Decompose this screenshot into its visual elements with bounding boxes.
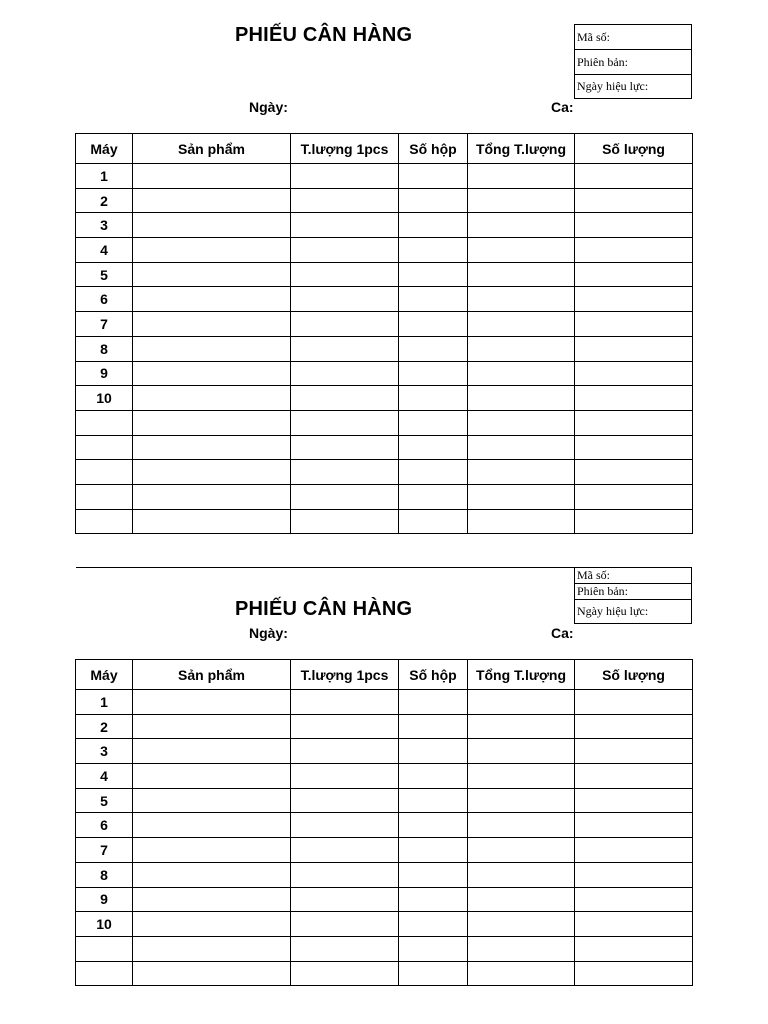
col-header-product: Sản phẩm (133, 660, 291, 690)
table-row (76, 788, 693, 813)
meta-code-label: Mã số: (575, 568, 692, 584)
box-count-cell[interactable] (399, 690, 468, 715)
quantity-cell[interactable] (575, 361, 693, 386)
table-row (76, 460, 693, 485)
quantity-cell[interactable] (575, 410, 693, 435)
table-row (76, 764, 693, 789)
product-cell[interactable] (133, 484, 291, 509)
total-weight-cell[interactable] (468, 188, 575, 213)
machine-number-cell (76, 410, 133, 435)
quantity-cell[interactable] (575, 961, 693, 986)
col-header-total-weight: Tổng T.lượng (468, 134, 575, 164)
quantity-cell[interactable] (575, 460, 693, 485)
box-count-cell[interactable] (399, 739, 468, 764)
table-row (76, 164, 693, 189)
unit-weight-cell[interactable] (291, 287, 399, 312)
box-count-cell[interactable] (399, 714, 468, 739)
machine-number-cell: 4 (76, 238, 133, 263)
product-cell[interactable] (133, 188, 291, 213)
machine-number-cell: 8 (76, 862, 133, 887)
machine-number-cell (76, 509, 133, 534)
product-cell[interactable] (133, 435, 291, 460)
table-row (76, 213, 693, 238)
machine-number-cell: 10 (76, 912, 133, 937)
table-row (76, 312, 693, 337)
meta-version-label: Phiên bản: (575, 50, 692, 75)
total-weight-cell[interactable] (468, 739, 575, 764)
unit-weight-cell[interactable] (291, 936, 399, 961)
document-meta-box (574, 24, 692, 99)
machine-number-cell: 9 (76, 361, 133, 386)
total-weight-cell[interactable] (468, 287, 575, 312)
table-row (76, 961, 693, 986)
product-cell[interactable] (133, 788, 291, 813)
quantity-cell[interactable] (575, 188, 693, 213)
table-row (76, 188, 693, 213)
table-row (76, 262, 693, 287)
unit-weight-cell[interactable] (291, 238, 399, 263)
table-body-1 (76, 164, 693, 534)
total-weight-cell[interactable] (468, 213, 575, 238)
col-header-unit-weight: T.lượng 1pcs (291, 660, 399, 690)
box-count-cell[interactable] (399, 484, 468, 509)
machine-number-cell: 10 (76, 386, 133, 411)
machine-number-cell: 2 (76, 188, 133, 213)
total-weight-cell[interactable] (468, 312, 575, 337)
unit-weight-cell[interactable] (291, 361, 399, 386)
unit-weight-cell[interactable] (291, 312, 399, 337)
table-row (76, 509, 693, 534)
product-cell[interactable] (133, 690, 291, 715)
quantity-cell[interactable] (575, 509, 693, 534)
total-weight-cell[interactable] (468, 887, 575, 912)
product-cell[interactable] (133, 912, 291, 937)
total-weight-cell[interactable] (468, 238, 575, 263)
table-row (76, 739, 693, 764)
table-row (76, 484, 693, 509)
box-count-cell[interactable] (399, 936, 468, 961)
quantity-cell[interactable] (575, 887, 693, 912)
meta-code-label: Mã số: (575, 25, 692, 50)
product-cell[interactable] (133, 361, 291, 386)
unit-weight-cell[interactable] (291, 788, 399, 813)
box-count-cell[interactable] (399, 287, 468, 312)
total-weight-cell[interactable] (468, 484, 575, 509)
product-cell[interactable] (133, 887, 291, 912)
product-cell[interactable] (133, 838, 291, 863)
total-weight-cell[interactable] (468, 410, 575, 435)
unit-weight-cell[interactable] (291, 764, 399, 789)
meta-effective-date-label: Ngày hiệu lực: (575, 600, 692, 624)
machine-number-cell (76, 961, 133, 986)
box-count-cell[interactable] (399, 813, 468, 838)
quantity-cell[interactable] (575, 936, 693, 961)
product-cell[interactable] (133, 509, 291, 534)
machine-number-cell: 1 (76, 690, 133, 715)
table-row (76, 238, 693, 263)
quantity-cell[interactable] (575, 312, 693, 337)
unit-weight-cell[interactable] (291, 410, 399, 435)
box-count-cell[interactable] (399, 188, 468, 213)
total-weight-cell[interactable] (468, 813, 575, 838)
product-cell[interactable] (133, 813, 291, 838)
date-label: Ngày: (249, 99, 288, 115)
total-weight-cell[interactable] (468, 961, 575, 986)
product-cell[interactable] (133, 386, 291, 411)
table-row (76, 361, 693, 386)
meta-version-label: Phiên bản: (575, 584, 692, 600)
product-cell[interactable] (133, 961, 291, 986)
box-count-cell[interactable] (399, 509, 468, 534)
quantity-cell[interactable] (575, 838, 693, 863)
unit-weight-cell[interactable] (291, 484, 399, 509)
product-cell[interactable] (133, 213, 291, 238)
table-row (76, 912, 693, 937)
table-row (76, 862, 693, 887)
table-row (76, 690, 693, 715)
unit-weight-cell[interactable] (291, 435, 399, 460)
table-row (76, 287, 693, 312)
product-cell[interactable] (133, 714, 291, 739)
quantity-cell[interactable] (575, 213, 693, 238)
machine-number-cell: 7 (76, 838, 133, 863)
box-count-cell[interactable] (399, 213, 468, 238)
machine-number-cell: 6 (76, 287, 133, 312)
machine-number-cell: 5 (76, 262, 133, 287)
total-weight-cell[interactable] (468, 912, 575, 937)
machine-number-cell: 1 (76, 164, 133, 189)
date-label: Ngày: (249, 625, 288, 641)
quantity-cell[interactable] (575, 386, 693, 411)
table-row (76, 410, 693, 435)
product-cell[interactable] (133, 410, 291, 435)
shift-label: Ca: (551, 99, 574, 115)
box-count-cell[interactable] (399, 164, 468, 189)
machine-number-cell: 8 (76, 336, 133, 361)
form-title: PHIẾU CÂN HÀNG (235, 598, 413, 620)
machine-number-cell: 9 (76, 887, 133, 912)
total-weight-cell[interactable] (468, 764, 575, 789)
col-header-quantity: Số lượng (575, 660, 693, 690)
total-weight-cell[interactable] (468, 262, 575, 287)
total-weight-cell[interactable] (468, 509, 575, 534)
quantity-cell[interactable] (575, 336, 693, 361)
machine-number-cell: 2 (76, 714, 133, 739)
box-count-cell[interactable] (399, 961, 468, 986)
table-row (76, 714, 693, 739)
quantity-cell[interactable] (575, 262, 693, 287)
unit-weight-cell[interactable] (291, 690, 399, 715)
total-weight-cell[interactable] (468, 714, 575, 739)
unit-weight-cell[interactable] (291, 386, 399, 411)
unit-weight-cell[interactable] (291, 164, 399, 189)
box-count-cell[interactable] (399, 788, 468, 813)
quantity-cell[interactable] (575, 714, 693, 739)
unit-weight-cell[interactable] (291, 336, 399, 361)
product-cell[interactable] (133, 164, 291, 189)
separator-line (76, 567, 574, 568)
total-weight-cell[interactable] (468, 690, 575, 715)
col-header-machine: Máy (76, 660, 133, 690)
weighing-table (75, 659, 693, 986)
unit-weight-cell[interactable] (291, 262, 399, 287)
total-weight-cell[interactable] (468, 460, 575, 485)
machine-number-cell (76, 484, 133, 509)
table-row (76, 936, 693, 961)
col-header-total-weight: Tổng T.lượng (468, 660, 575, 690)
unit-weight-cell[interactable] (291, 714, 399, 739)
machine-number-cell (76, 435, 133, 460)
col-header-box-count: Số hộp (399, 660, 468, 690)
unit-weight-cell[interactable] (291, 188, 399, 213)
col-header-quantity: Số lượng (575, 134, 693, 164)
quantity-cell[interactable] (575, 813, 693, 838)
product-cell[interactable] (133, 764, 291, 789)
unit-weight-cell[interactable] (291, 838, 399, 863)
box-count-cell[interactable] (399, 336, 468, 361)
unit-weight-cell[interactable] (291, 813, 399, 838)
col-header-machine: Máy (76, 134, 133, 164)
box-count-cell[interactable] (399, 262, 468, 287)
machine-number-cell: 7 (76, 312, 133, 337)
table-row (76, 813, 693, 838)
unit-weight-cell[interactable] (291, 460, 399, 485)
quantity-cell[interactable] (575, 238, 693, 263)
quantity-cell[interactable] (575, 764, 693, 789)
product-cell[interactable] (133, 262, 291, 287)
table-row (76, 838, 693, 863)
total-weight-cell[interactable] (468, 936, 575, 961)
quantity-cell[interactable] (575, 912, 693, 937)
machine-number-cell (76, 460, 133, 485)
meta-effective-date-label: Ngày hiệu lực: (575, 75, 692, 99)
quantity-cell[interactable] (575, 739, 693, 764)
box-count-cell[interactable] (399, 410, 468, 435)
total-weight-cell[interactable] (468, 164, 575, 189)
product-cell[interactable] (133, 238, 291, 263)
total-weight-cell[interactable] (468, 838, 575, 863)
total-weight-cell[interactable] (468, 788, 575, 813)
box-count-cell[interactable] (399, 435, 468, 460)
table-row (76, 435, 693, 460)
col-header-unit-weight: T.lượng 1pcs (291, 134, 399, 164)
quantity-cell[interactable] (575, 435, 693, 460)
box-count-cell[interactable] (399, 238, 468, 263)
total-weight-cell[interactable] (468, 336, 575, 361)
unit-weight-cell[interactable] (291, 912, 399, 937)
quantity-cell[interactable] (575, 287, 693, 312)
unit-weight-cell[interactable] (291, 213, 399, 238)
table-body-2 (76, 690, 693, 986)
box-count-cell[interactable] (399, 312, 468, 337)
document-meta-box (574, 567, 692, 624)
quantity-cell[interactable] (575, 484, 693, 509)
unit-weight-cell[interactable] (291, 739, 399, 764)
product-cell[interactable] (133, 460, 291, 485)
box-count-cell[interactable] (399, 460, 468, 485)
machine-number-cell: 3 (76, 739, 133, 764)
total-weight-cell[interactable] (468, 361, 575, 386)
col-header-box-count: Số hộp (399, 134, 468, 164)
box-count-cell[interactable] (399, 764, 468, 789)
box-count-cell[interactable] (399, 386, 468, 411)
product-cell[interactable] (133, 936, 291, 961)
product-cell[interactable] (133, 312, 291, 337)
box-count-cell[interactable] (399, 862, 468, 887)
product-cell[interactable] (133, 287, 291, 312)
weighing-table (75, 133, 693, 534)
table-row (76, 336, 693, 361)
quantity-cell[interactable] (575, 788, 693, 813)
machine-number-cell: 4 (76, 764, 133, 789)
table-row (76, 887, 693, 912)
quantity-cell[interactable] (575, 164, 693, 189)
shift-label: Ca: (551, 625, 574, 641)
box-count-cell[interactable] (399, 887, 468, 912)
product-cell[interactable] (133, 862, 291, 887)
machine-number-cell: 6 (76, 813, 133, 838)
unit-weight-cell[interactable] (291, 961, 399, 986)
unit-weight-cell[interactable] (291, 862, 399, 887)
product-cell[interactable] (133, 739, 291, 764)
box-count-cell[interactable] (399, 361, 468, 386)
col-header-product: Sản phẩm (133, 134, 291, 164)
quantity-cell[interactable] (575, 690, 693, 715)
total-weight-cell[interactable] (468, 862, 575, 887)
machine-number-cell (76, 936, 133, 961)
box-count-cell[interactable] (399, 912, 468, 937)
form-title: PHIẾU CÂN HÀNG (235, 24, 413, 46)
unit-weight-cell[interactable] (291, 887, 399, 912)
machine-number-cell: 5 (76, 788, 133, 813)
total-weight-cell[interactable] (468, 386, 575, 411)
quantity-cell[interactable] (575, 862, 693, 887)
total-weight-cell[interactable] (468, 435, 575, 460)
product-cell[interactable] (133, 336, 291, 361)
machine-number-cell: 3 (76, 213, 133, 238)
box-count-cell[interactable] (399, 838, 468, 863)
unit-weight-cell[interactable] (291, 509, 399, 534)
table-row (76, 386, 693, 411)
